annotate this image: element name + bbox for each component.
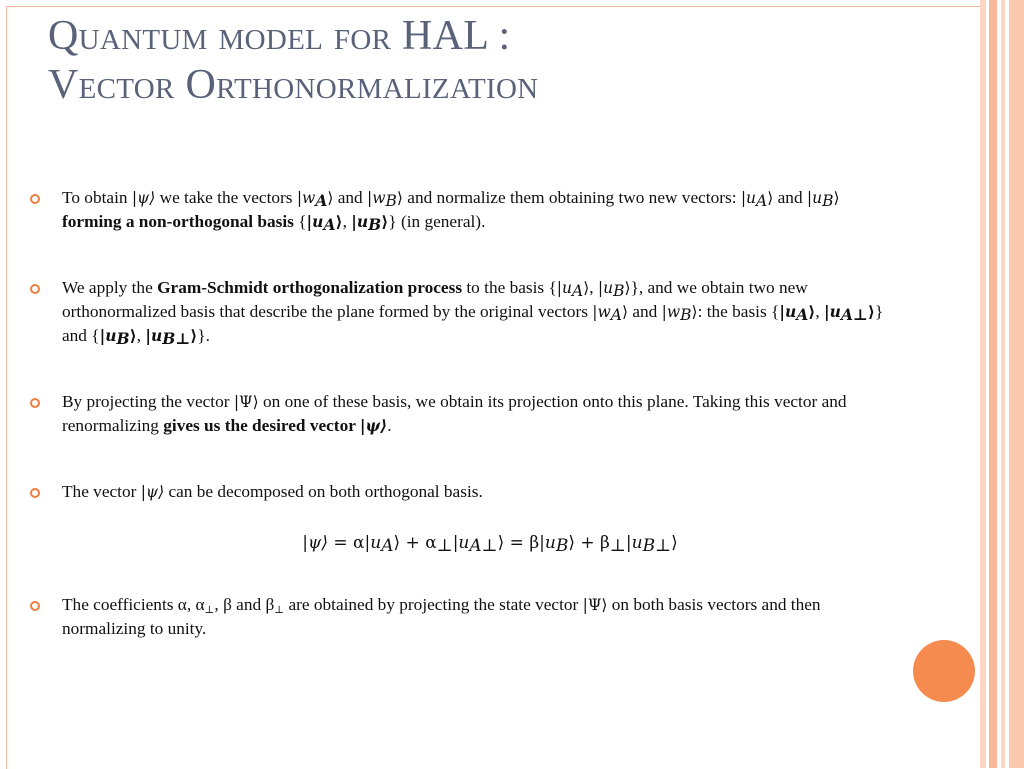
math-ket: |ψ⟩: [302, 533, 328, 553]
stripe: [989, 0, 997, 768]
math-sub: B: [613, 282, 625, 300]
math-ket: |u: [452, 533, 470, 553]
text: and: [333, 188, 368, 207]
math: ⟩: [808, 302, 816, 321]
text: and normalize them obtaining two new vectors:: [402, 188, 741, 207]
math-sub: B: [680, 306, 692, 324]
math-ket: |Ψ⟩: [582, 596, 608, 614]
text: (in general).: [396, 212, 486, 231]
decomposition-equation: [30, 532, 890, 556]
math-ket: |w: [367, 189, 386, 207]
math: ⟩: [691, 303, 698, 321]
bullet-item: [30, 480, 890, 504]
bullet-marker-icon: [30, 284, 40, 294]
math-ket: |w: [661, 303, 681, 321]
math-ket: |ψ⟩: [359, 416, 388, 435]
math-ket: |u: [556, 279, 572, 297]
math-sub: B: [822, 192, 834, 210]
math-sub: ⊥: [609, 536, 626, 556]
math: ⟩: [671, 533, 678, 553]
text: The vector: [62, 482, 141, 501]
math: = α: [327, 533, 365, 553]
text: ,: [342, 212, 352, 231]
bullet-item: [30, 186, 890, 234]
math-sub: A: [610, 306, 622, 324]
math: = β: [504, 533, 540, 553]
stripe: [1009, 0, 1024, 768]
text: .: [387, 416, 392, 435]
bullet-item: [30, 593, 890, 641]
decorative-circle: [913, 640, 975, 702]
bullet-marker-icon: [30, 488, 40, 498]
text: and: [628, 302, 662, 321]
math-sub: A⊥: [469, 536, 498, 556]
bold-text: Gram-Schmidt orthogonalization process: [157, 278, 463, 297]
math-ket: |u: [364, 533, 382, 553]
math-sub: B: [368, 215, 382, 234]
math-ket: |w: [296, 189, 316, 207]
math-sub: B⊥: [642, 536, 672, 556]
text: ,: [815, 302, 825, 321]
math-ket: |u: [625, 533, 643, 553]
text: on both basis vectors and then normalizing to unity.: [62, 595, 821, 638]
math: ⟩: [393, 533, 401, 553]
math: ⟩: [867, 302, 875, 321]
math: ⟩: [568, 533, 575, 553]
text: can be decomposed on both orthogonal basis.: [164, 482, 483, 501]
math-sub: A: [323, 215, 336, 234]
math: + β: [575, 533, 610, 553]
math-ket: |u: [539, 533, 556, 553]
text: }: [388, 212, 397, 231]
text: We apply the: [62, 278, 158, 297]
title-line-2: Vector Orthonormalization: [48, 62, 539, 108]
text: {: [298, 212, 307, 231]
bullet-marker-icon: [30, 194, 40, 204]
math-ket: |u: [806, 189, 823, 207]
slide-title: [48, 12, 948, 110]
math-ket: |u: [99, 326, 117, 345]
math-sub: B: [385, 192, 397, 210]
math-sub: A⊥: [840, 305, 868, 324]
math: ⟩: [833, 189, 840, 207]
bold-text: gives us the desired vector: [163, 416, 360, 435]
text: on one of these basis, we obtain its projection onto this plane. Taking this vector and renormalizing: [62, 392, 847, 435]
math: + α: [400, 533, 437, 553]
math-sub: A: [571, 282, 584, 300]
math-ket: |Ψ⟩: [233, 393, 259, 411]
text: ,: [589, 278, 598, 297]
text: }, and we obtain two new orthonormalized basis that describe the plane formed by the original vectors: [62, 278, 808, 321]
math-ket: |u: [824, 302, 841, 321]
math-sub: A: [381, 536, 394, 556]
math: ⟩: [327, 189, 334, 207]
math-sub: A: [315, 191, 328, 210]
text: to the basis {: [462, 278, 557, 297]
decorative-stripes: [980, 0, 1024, 768]
math: ⟩: [583, 279, 590, 297]
text: }.: [197, 326, 210, 345]
math-ket: |u: [740, 189, 757, 207]
math: ⟩: [129, 326, 137, 345]
math-ket: |u: [597, 279, 614, 297]
math: ⟩: [381, 212, 389, 231]
bullet-item: [30, 390, 890, 438]
text: By projecting the vector: [62, 392, 234, 411]
math: ⟩: [190, 326, 198, 345]
math: ⟩: [497, 533, 505, 553]
math: ⟩: [621, 303, 629, 321]
bold-text: forming a non-orthogonal basis: [62, 212, 299, 231]
text: The coefficients α, α: [62, 595, 205, 614]
stripe: [1001, 0, 1005, 768]
math-ket: |u: [306, 212, 324, 231]
text: and: [773, 188, 807, 207]
math-ket: |w: [592, 303, 611, 321]
stripe: [980, 0, 986, 768]
math-sub: A: [756, 192, 768, 210]
math-sub: ⊥: [436, 536, 453, 556]
text: , β and β: [214, 595, 275, 614]
math-sub: B: [116, 329, 130, 348]
title-line-1: Quantum model for HAL :: [48, 13, 511, 59]
math-ket: |ψ⟩: [131, 189, 156, 207]
math: ⟩: [396, 189, 403, 207]
math-ket: |u: [779, 302, 797, 321]
math-sub: A: [796, 305, 809, 324]
math-sub: B⊥: [162, 329, 191, 348]
text: ,: [136, 326, 146, 345]
text: : the basis {: [697, 302, 780, 321]
math: ⟩: [335, 212, 343, 231]
math-sub: ⊥: [204, 605, 215, 616]
math-sub: ⊥: [274, 605, 285, 616]
bullet-marker-icon: [30, 398, 40, 408]
math-ket: |u: [145, 326, 163, 345]
math-sub: B: [555, 536, 569, 556]
math-ket: |ψ⟩: [140, 483, 165, 501]
math: ⟩: [624, 279, 631, 297]
math-ket: |u: [351, 212, 369, 231]
text: we take the vectors: [155, 188, 297, 207]
bullet-list: [30, 186, 890, 641]
bullet-item: [30, 276, 890, 348]
text: are obtained by projecting the state vector: [284, 595, 583, 614]
text: } and {: [62, 302, 884, 345]
bullet-marker-icon: [30, 601, 40, 611]
text: To obtain: [62, 188, 132, 207]
math: ⟩: [767, 189, 774, 207]
